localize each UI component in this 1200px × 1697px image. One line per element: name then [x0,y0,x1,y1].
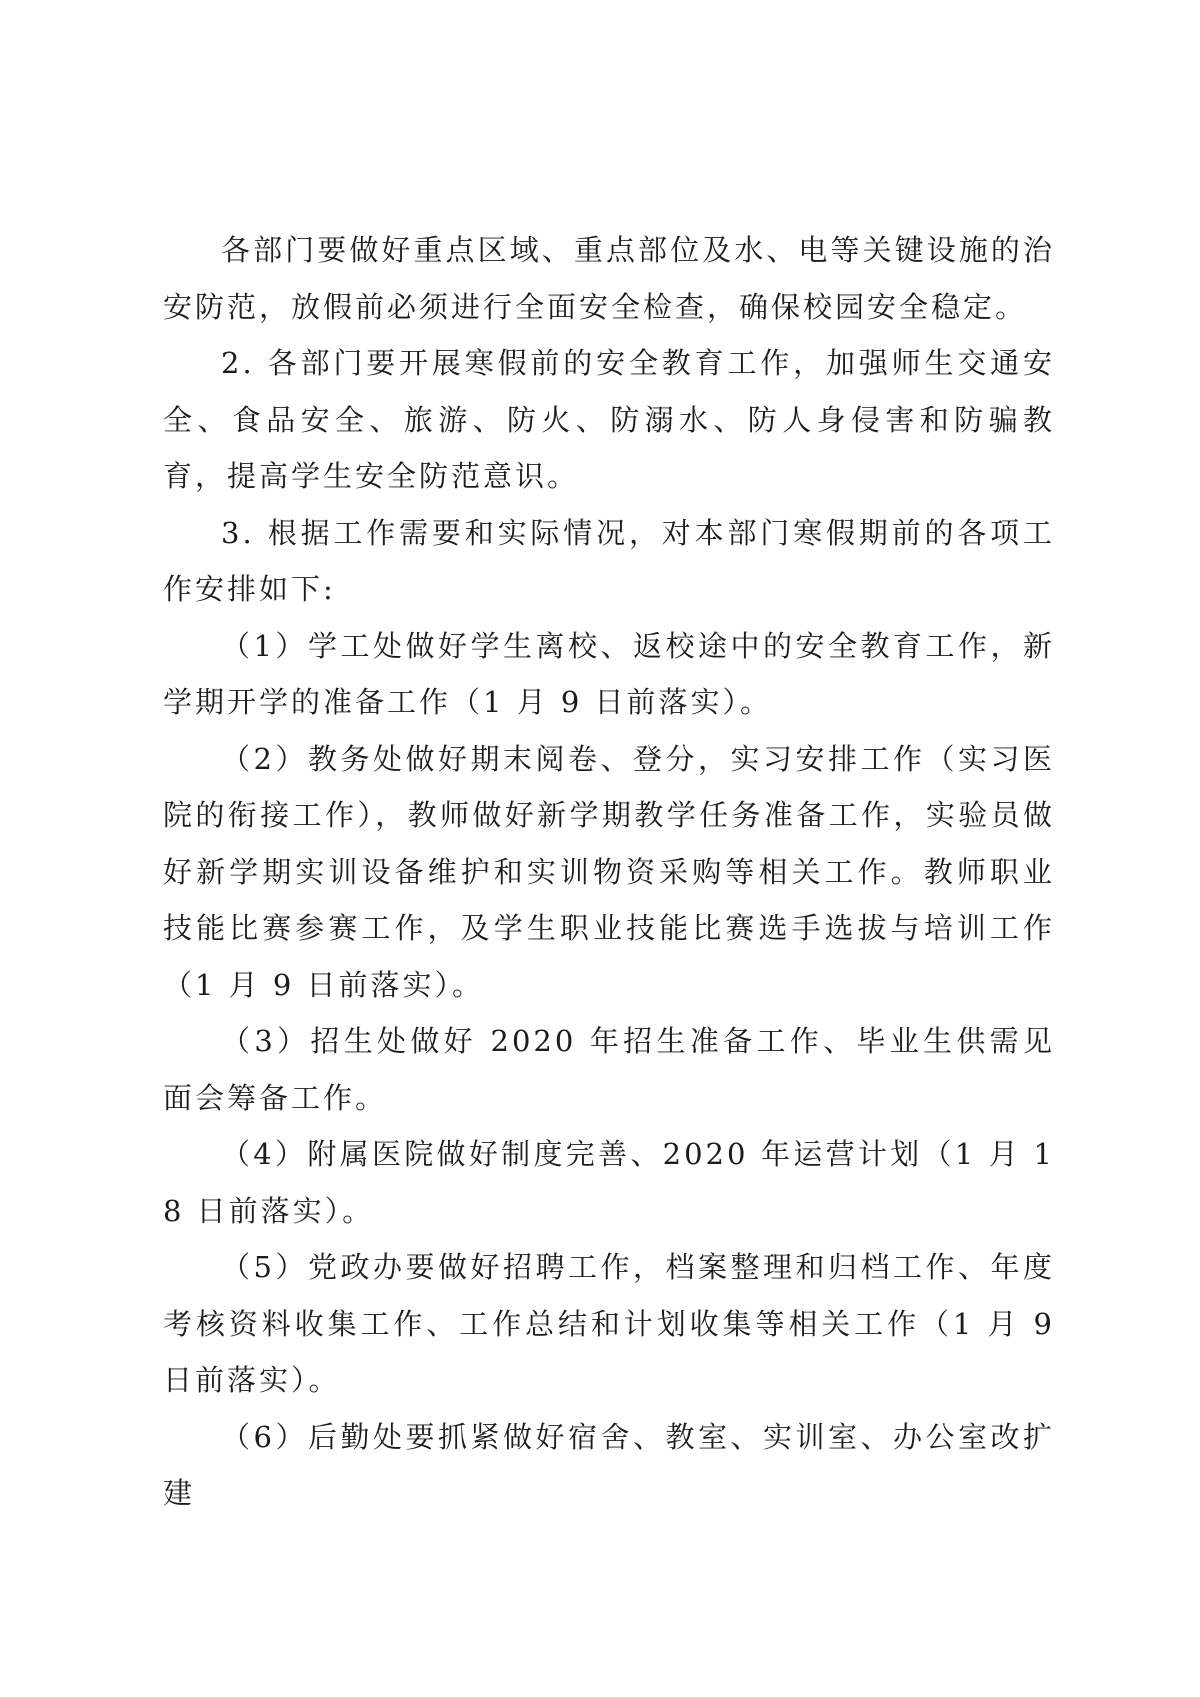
paragraph-sub-1-student-affairs: （1）学工处做好学生离校、返校途中的安全教育工作，新学期开学的准备工作（1 月 9 日前落实）。 [163,628,1055,719]
paragraph-item-2-safety-education: 2. 各部门要开展寒假前的安全教育工作，加强师生交通安全、食品安全、旅游、防火、防溺水、防人身侵害和防骗教育，提高学生安全防范意识。 [163,346,1055,493]
paragraph-security-prevention: 各部门要做好重点区域、重点部位及水、电等关键设施的治安防范，放假前必须进行全面安全检查，确保校园安全稳定。 [163,233,1055,324]
paragraph-sub-6-logistics: （6）后勤处要抓紧做好宿舍、教室、实训室、办公室改扩建 [163,1419,1055,1510]
document-body [163,222,1055,1522]
paragraph-item-3-work-arrangement: 3. 根据工作需要和实际情况，对本部门寒假期前的各项工作安排如下: [163,515,1055,606]
paragraph-sub-2-academic-affairs: （2）教务处做好期末阅卷、登分，实习安排工作（实习医院的衔接工作），教师做好新学期教学任务准备工作，实验员做好新学期实训设备维护和实训物资采购等相关工作。教师职业技能比赛参赛工作，及学生职业技能比赛选手选拔与培训工作（1 月 9 日前落实）。 [163,741,1055,1002]
paragraph-sub-5-party-office: （5）党政办要做好招聘工作，档案整理和归档工作、年度考核资料收集工作、工作总结和计划收集等相关工作（1 月 9 日前落实）。 [163,1250,1055,1397]
paragraph-sub-4-affiliated-hospital: （4）附属医院做好制度完善、2020 年运营计划（1 月 18 日前落实）。 [163,1137,1055,1228]
paragraph-sub-3-admissions: （3）招生处做好 2020 年招生准备工作、毕业生供需见面会筹备工作。 [163,1024,1055,1115]
